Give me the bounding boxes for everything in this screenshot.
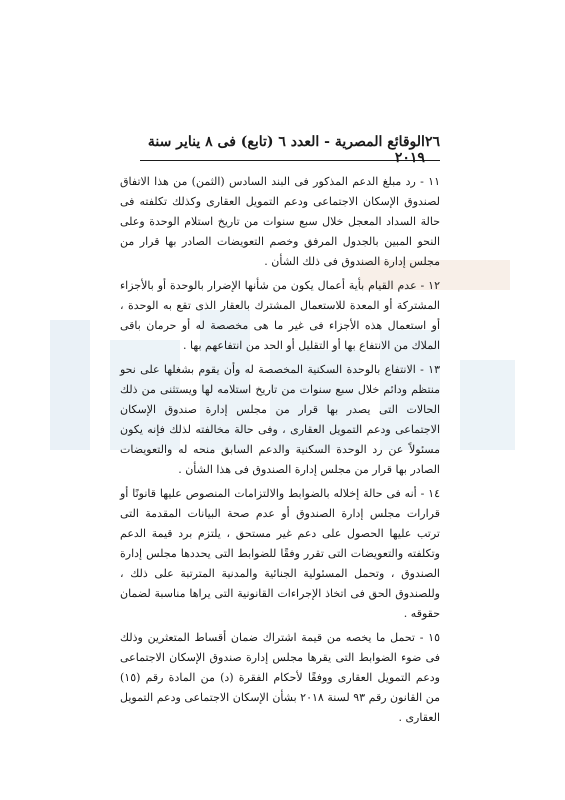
paragraph-15: ١٥ - تحمل ما يخصه من قيمة اشتراك ضمان أقساط المتعثرين وذلك فى ضوء الضوابط التى يقرها مجلس إدارة صندوق الإسكان الاجتماعى ودعم التمويل العقارى ووفقًا لأحكام الفقرة (د) من المادة رقم (١٥) من القانون رقم ٩٣ لسنة ٢٠١٨ بشأن الإسكان الاجتماعى ودعم التمويل العقارى . <box>120 631 440 724</box>
gazette-title: الوقائع المصرية - العدد ٦ (تابع) فى ٨ يناير سنة ٢٠١٩ <box>147 134 425 166</box>
paragraph-13: ١٣ - الانتفاع بالوحدة السكنية المخصصة له وأن يقوم بشغلها على نحو منتظم ودائم خلال سبع سنوات من تاريخ استلامه لها ويستثنى من ذلك الحالات التى يصدر بها قرار من مجلس إدارة صندوق الإسكان الاجتماعى ودعم التمويل العقارى ، وفى حالة مخالفته لذلك فإنه يكون مسئولاً عن رد الوحدة السكنية والدعم السابق منحه له والتعويضات الصادر بها قرار من مجلس إدارة الصندوق فى هذا الشأن . <box>120 363 440 476</box>
header-divider <box>140 160 440 161</box>
document-body <box>120 172 440 728</box>
paragraph-11: ١١ - رد مبلغ الدعم المذكور فى البند السادس (الثمن) من هذا الاتفاق لصندوق الإسكان الاجتماعى ودعم التمويل العقارى وكذلك تكلفته فى حالة السداد المعجل خلال سبع سنوات من تاريخ استلام الوحدة وعلى النحو المبين بالجدول المرفق وخصم التعويضات الصادر بها قرار من مجلس إدارة الصندوق فى ذلك الشأن . <box>120 175 440 268</box>
paragraph-14: ١٤ - أنه فى حالة إخلاله بالضوابط والالتزامات المنصوص عليها قانونًا أو قرارات مجلس إدارة الصندوق أو عدم صحة البيانات المقدمة التى ترتب عليها الحصول على دعم غير مستحق ، يلتزم برد قيمة الدعم وتكلفته والتعويضات التى تقرر وفقًا للضوابط التى يحددها مجلس إدارة الصندوق ، وتحمل المسئولية الجنائية والمدنية المترتبة على ذلك ، وللصندوق الحق فى اتخاذ الإجراءات القانونية التى يراها مناسبة لضمان حقوقه . <box>120 487 440 620</box>
page-number: ٢٦ <box>424 134 440 150</box>
page-header <box>140 134 440 166</box>
paragraph-12: ١٢ - عدم القيام بأية أعمال يكون من شأنها الإضرار بالوحدة أو بالأجزاء المشتركة أو المعدة للاستعمال المشترك بالعقار الذى تقع به الوحدة ، أو استعمال هذه الأجزاء فى غير ما هى مخصصة له أو حرمان باقى الملاك من الانتفاع بها أو التقليل أو الحد من انتفاعهم بها . <box>120 279 440 352</box>
